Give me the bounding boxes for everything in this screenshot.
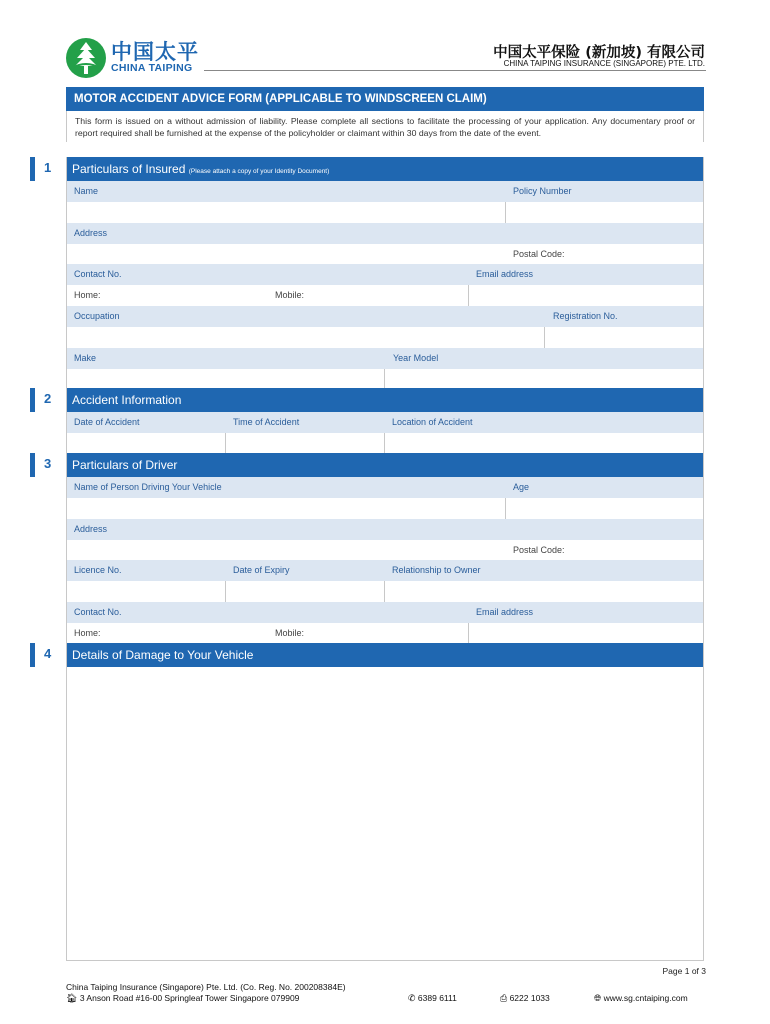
name-label: Name bbox=[74, 186, 99, 196]
section-marker-bar bbox=[30, 388, 35, 412]
logo-chinese-text: 中国太平 bbox=[111, 40, 199, 64]
header-rule bbox=[204, 70, 706, 71]
driver-address-field[interactable] bbox=[67, 540, 505, 560]
label-row bbox=[67, 348, 703, 369]
footer-website-item bbox=[594, 993, 688, 1004]
email-label: Email address bbox=[476, 269, 534, 279]
name-field[interactable] bbox=[67, 202, 505, 223]
input-row bbox=[67, 327, 703, 348]
mobile-phone-field[interactable]: Mobile: bbox=[275, 290, 305, 300]
footer-fax-item bbox=[500, 993, 550, 1004]
section-marker-bar bbox=[30, 453, 35, 477]
section-note: (Please attach a copy of your Identity Document) bbox=[188, 168, 330, 175]
section-header bbox=[67, 643, 703, 667]
home-icon: 🏠︎ bbox=[66, 994, 78, 1004]
input-row bbox=[67, 244, 703, 264]
footer-fax: 6222 1033 bbox=[509, 993, 550, 1003]
label-row bbox=[67, 306, 703, 327]
input-row bbox=[67, 498, 703, 519]
relationship-label: Relationship to Owner bbox=[392, 565, 481, 575]
year-model-field[interactable] bbox=[385, 369, 703, 390]
section-1-marker bbox=[30, 157, 60, 181]
section-accident-information bbox=[66, 388, 704, 454]
home-phone-field[interactable]: Home: bbox=[74, 290, 101, 300]
occupation-label: Occupation bbox=[74, 311, 120, 321]
input-row bbox=[67, 202, 703, 223]
make-label: Make bbox=[74, 353, 97, 363]
section-title: Accident Information bbox=[72, 393, 182, 407]
label-row bbox=[67, 602, 703, 623]
occupation-field[interactable] bbox=[67, 327, 544, 348]
driver-name-field[interactable] bbox=[67, 498, 505, 519]
driver-postal-code-field[interactable]: Postal Code: bbox=[513, 545, 565, 555]
section-title: Details of Damage to Your Vehicle bbox=[72, 648, 254, 662]
section-particulars-of-insured bbox=[66, 157, 704, 390]
address-field[interactable] bbox=[67, 244, 505, 264]
driver-email-field[interactable] bbox=[469, 623, 703, 644]
form-title: MOTOR ACCIDENT ADVICE FORM (APPLICABLE TO WINDSCREEN CLAIM) bbox=[66, 87, 704, 111]
driver-mobile-phone-field[interactable]: Mobile: bbox=[275, 628, 305, 638]
footer-company: China Taiping Insurance (Singapore) Pte. Ltd. (Co. Reg. No. 200208384E) bbox=[66, 982, 346, 992]
form-intro: This form is issued on a without admission of liability. Please complete all sections to facilitate the processing of your application. Any documentary proof or report required shall be furnished at the expense of the policyholder or claimant within 30 days from the date of the event. bbox=[66, 111, 704, 142]
section-particulars-of-driver bbox=[66, 453, 704, 644]
make-field[interactable] bbox=[67, 369, 384, 390]
location-of-accident-field[interactable] bbox=[385, 433, 703, 454]
section-header bbox=[67, 157, 703, 181]
relationship-field[interactable] bbox=[385, 581, 703, 602]
label-row bbox=[67, 560, 703, 581]
driver-name-label: Name of Person Driving Your Vehicle bbox=[74, 482, 222, 492]
date-of-accident-field[interactable] bbox=[67, 433, 225, 454]
section-4-marker bbox=[30, 643, 60, 667]
section-header bbox=[67, 453, 703, 477]
company-name-english: CHINA TAIPING INSURANCE (SINGAPORE) PTE. LTD. bbox=[503, 59, 705, 68]
driver-email-label: Email address bbox=[476, 607, 534, 617]
input-row bbox=[67, 369, 703, 390]
address-label: Address bbox=[74, 228, 108, 238]
licence-no-field[interactable] bbox=[67, 581, 225, 602]
input-row bbox=[67, 623, 703, 644]
input-row bbox=[67, 540, 703, 560]
footer-phone: 6389 6111 bbox=[417, 993, 457, 1003]
label-row bbox=[67, 519, 703, 540]
footer-address: 3 Anson Road #16-00 Springleaf Tower Singapore 079909 bbox=[79, 993, 300, 1003]
footer-phone-item bbox=[408, 993, 457, 1004]
section-marker-bar bbox=[30, 643, 35, 667]
label-row bbox=[67, 477, 703, 498]
company-name-chinese: 中国太平保险 (新加坡) 有限公司 bbox=[493, 45, 705, 61]
policy-number-field[interactable] bbox=[506, 202, 703, 223]
label-row bbox=[67, 223, 703, 244]
page-number: Page 1 of 3 bbox=[662, 966, 706, 976]
date-of-accident-label: Date of Accident bbox=[74, 417, 140, 427]
email-field[interactable] bbox=[469, 285, 703, 306]
logo-english-text: CHINA TAIPING bbox=[111, 62, 193, 74]
age-field[interactable] bbox=[506, 498, 703, 519]
date-of-expiry-label: Date of Expiry bbox=[233, 565, 290, 575]
section-title: Particulars of Driver bbox=[72, 458, 178, 472]
section-2-marker bbox=[30, 388, 60, 412]
input-row bbox=[67, 581, 703, 602]
section-marker-bar bbox=[30, 157, 35, 181]
policy-number-label: Policy Number bbox=[513, 186, 572, 196]
input-row bbox=[67, 433, 703, 454]
input-row bbox=[67, 285, 703, 306]
driver-home-phone-field[interactable]: Home: bbox=[74, 628, 101, 638]
label-row bbox=[67, 181, 703, 202]
year-model-label: Year Model bbox=[393, 353, 439, 363]
label-row bbox=[67, 264, 703, 285]
section-number: 4 bbox=[44, 646, 52, 661]
footer-address-line bbox=[66, 993, 299, 1004]
china-taiping-logo-icon bbox=[66, 38, 106, 78]
time-of-accident-label: Time of Accident bbox=[233, 417, 300, 427]
footer-website[interactable]: www.sg.cntaiping.com bbox=[603, 993, 688, 1003]
location-of-accident-label: Location of Accident bbox=[392, 417, 473, 427]
section-number: 3 bbox=[44, 456, 52, 471]
section-details-of-damage bbox=[66, 643, 704, 961]
section-header bbox=[67, 388, 703, 412]
section-number: 2 bbox=[44, 391, 52, 406]
postal-code-field[interactable]: Postal Code: bbox=[513, 249, 565, 259]
phone-icon: ✆ bbox=[408, 994, 416, 1004]
globe-icon: 🌐︎ bbox=[594, 994, 602, 1004]
date-of-expiry-field[interactable] bbox=[226, 581, 384, 602]
registration-no-label: Registration No. bbox=[553, 311, 618, 321]
section-title: Particulars of Insured bbox=[72, 162, 186, 176]
driver-contact-no-label: Contact No. bbox=[74, 607, 122, 617]
damage-details-textarea[interactable] bbox=[67, 667, 703, 961]
licence-no-label: Licence No. bbox=[74, 565, 122, 575]
time-of-accident-field[interactable] bbox=[226, 433, 384, 454]
section-number: 1 bbox=[44, 160, 52, 175]
section-3-marker bbox=[30, 453, 60, 477]
contact-no-label: Contact No. bbox=[74, 269, 122, 279]
driver-address-label: Address bbox=[74, 524, 108, 534]
registration-no-field[interactable] bbox=[545, 327, 703, 348]
label-row bbox=[67, 412, 703, 433]
fax-icon: ⎙ bbox=[500, 994, 508, 1004]
age-label: Age bbox=[513, 482, 530, 492]
